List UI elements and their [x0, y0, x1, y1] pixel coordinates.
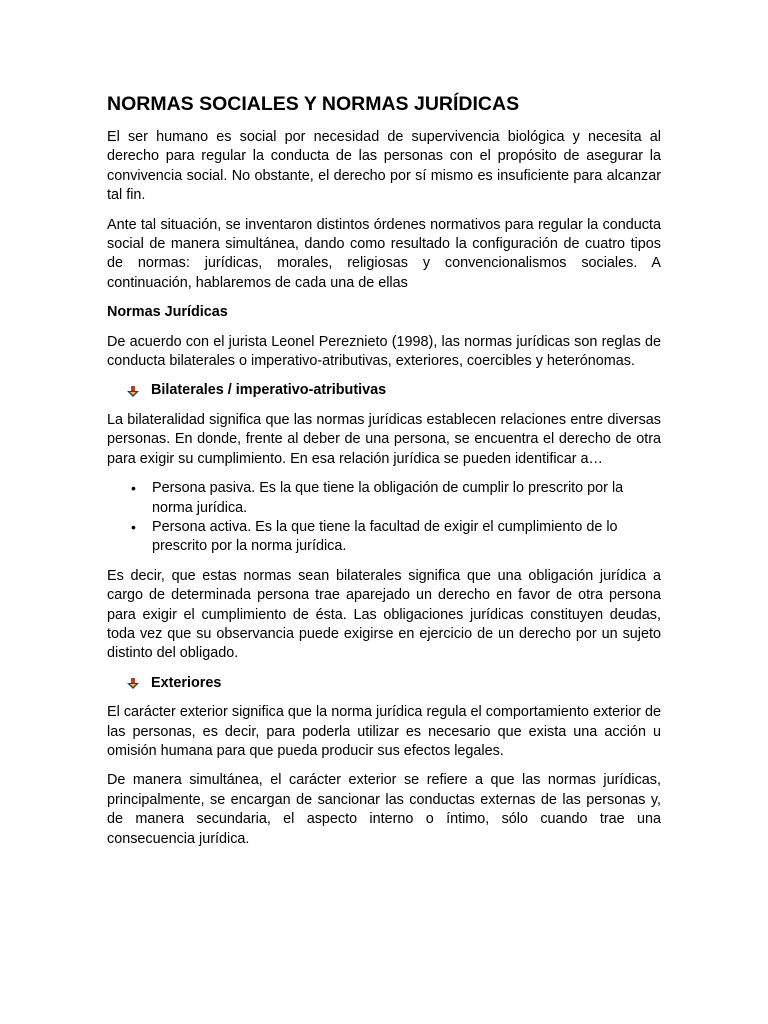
list-item-text: Persona pasiva. Es la que tiene la obligación de cumplir lo prescrito por la norma jurídica. — [152, 480, 624, 516]
exteriores-paragraph-1: El carácter exterior significa que la norma jurídica regula el comportamiento exterior de las personas, es decir, para poderla utilizar es necesario que exista una acción u omisión humana para que pueda producir sus efectos legales. — [107, 704, 661, 759]
list-item — [107, 518, 661, 557]
list-item-text: Persona activa. Es la que tiene la facultad de exigir el cumplimiento de lo prescrito por la norma jurídica. — [152, 518, 618, 555]
bullet-glyph: • — [131, 518, 136, 535]
bullet-glyph: • — [131, 480, 136, 497]
subsection-heading-label: Bilaterales / imperativo-atributivas — [151, 382, 387, 399]
arrow-down-bullet-icon — [127, 385, 139, 397]
subsection-heading-bilaterales — [127, 381, 661, 400]
exteriores-paragraph-2: De manera simultánea, el carácter exterior se refiere a que las normas jurídicas, principalmente, se encargan de sancionar las conductas externas de las personas y, de manera secundaria, el aspecto interno o íntimo, sólo cuando trae una consecuencia jurídica. — [107, 772, 661, 847]
document-page — [107, 92, 661, 859]
subsection-heading-exteriores — [127, 674, 661, 693]
intro-paragraph-1: El ser humano es social por necesidad de supervivencia biológica y necesita al derecho para regular la conducta de las personas con el propósito de asegurar la convivencia social. No obstante, el derecho por sí mismo es insuficiente para alcanzar tal fin. — [107, 129, 661, 204]
list-item — [107, 479, 661, 518]
intro-paragraph-2: Ante tal situación, se inventaron distintos órdenes normativos para regular la conducta social de manera simultánea, dando como resultado la configuración de cuatro tipos de normas: jurídicas, morales, religiosas y convencionalismos sociales. A continuación, hablaremos de cada una de ellas — [107, 216, 661, 291]
bilaterales-after-paragraph: Es decir, que estas normas sean bilaterales significa que una obligación jurídica a cargo de determinada persona trae aparejado un derecho en favor de otra persona para exigir el cumplimiento de ésta. Las obligaciones jurídicas constituyen deudas, toda vez que su observancia puede exigirse en ejercicio de un derecho por un sujeto distinto del obligado. — [107, 567, 661, 662]
bilaterales-paragraph: La bilateralidad significa que las normas jurídicas establecen relaciones entre diversas personas. En donde, frente al deber de una persona, se encuentra el derecho de otra para exigir su cumplimiento. En esa relación jurídica se pueden identificar a… — [107, 411, 661, 467]
document-title: NORMAS SOCIALES Y NORMAS JURÍDICAS — [107, 93, 520, 115]
section-paragraph: De acuerdo con el jurista Leonel Pereznieto (1998), las normas jurídicas son reglas de conducta bilaterales o imperativo-atributivas, exteriores, coercibles y heterónomas. — [107, 333, 661, 370]
bullet-list — [107, 479, 661, 557]
subsection-heading-label: Exteriores — [151, 674, 222, 691]
arrow-down-bullet-icon — [127, 677, 139, 689]
section-heading: Normas Jurídicas — [107, 304, 228, 321]
